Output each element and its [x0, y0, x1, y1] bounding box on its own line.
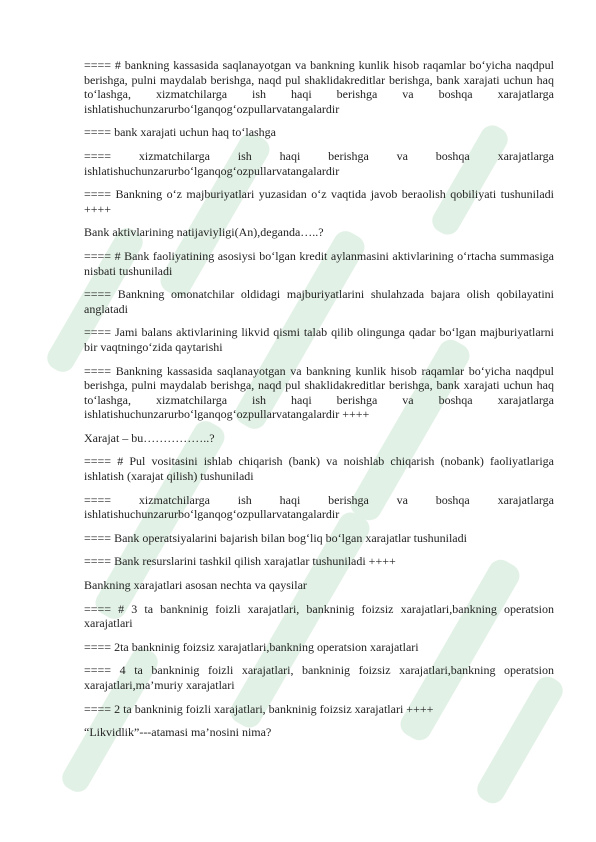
- answer-option: ==== # Pul vositasini ishlab chiqarish (bank) va noishlab chiqarish (nobank) faoliyatlariga ishlatish (xarajat qilish) tushuniladi: [84, 454, 554, 484]
- answer-option: ==== Jami balans aktivlarining likvid qismi talab qilib olingunga qadar bo‘lgan majburiyatlarni bir vaqtningo‘zida qaytarishi: [84, 325, 554, 354]
- answer-option: ==== xizmatchilarga ish haqi berishga va boshqa xarajatlarga ishlatishuchunzarurbo‘lganqog‘ozpullarvatangalardir: [84, 492, 554, 522]
- answer-option: ==== # Bank faoliyatining asosiysi bo‘lgan kredit aylanmasini aktivlarining o‘rtacha summasiga nisbati tushuniladi: [84, 248, 554, 278]
- answer-option: ==== 2ta bankninig foizsiz xarajatlari,bankning operatsion xarajatlari: [84, 639, 419, 654]
- answer-option: ==== # bankning kassasida saqlanayotgan va bankning kunlik hisob raqamlar bo‘yicha naqdpul berishga, pulni maydalab berishga, naqd pul shaklidakreditlar berishga, bank xarajati uchun haq to‘lashga, xizmatchilarga ish haqi berishga va boshqa xarajatlarga ishlatishuchunzarurbo‘lganqog‘ozpullarvatangalardir: [84, 58, 554, 116]
- answer-option: ==== Bankning kassasida saqlanayotgan va bankning kunlik hisob raqamlar bo‘yicha naqdpul berishga, pulni maydalab berishga, naqd pul shaklidakreditlar berishga, bank xarajati uchun haq to‘lashga, xizmatchilarga ish haqi berishga va boshqa xarajatlarga ishlatishuchunzarurbo‘lganqog‘ozpullarvatangalardir ++++: [84, 363, 554, 422]
- question-text: Bank aktivlarining natijaviyligi(An),deganda…..?: [84, 225, 324, 240]
- answer-option: ==== Bankning omonatchilar oldidagi majburiyatlarini shulahzada bajara olish qobilayatini anglatadi: [84, 287, 554, 316]
- question-text: “Likvidlik”---atamasi ma’nosini nima?: [84, 725, 272, 740]
- answer-option: ==== Bank operatsiyalarini bajarish bilan bog‘liq bo‘lgan xarajatlar tushuniladi: [84, 530, 467, 545]
- answer-option: ==== bank xarajati uchun haq to‘lashga: [84, 125, 277, 140]
- answer-option: ==== # 3 ta bankninig foizli xarajatlari, bankninig foizsiz xarajatlari,bankning operatsion xarajatlari: [84, 601, 554, 631]
- answer-option: ==== xizmatchilarga ish haqi berishga va boshqa xarajatlarga ishlatishuchunzarurbo‘lganqog‘ozpullarvatangalardir: [84, 148, 554, 178]
- answer-option: ==== Bank resurslarini tashkil qilish xarajatlar tushuniladi ++++: [84, 554, 396, 569]
- answer-option: ==== 4 ta bankninig foizli xarajatlari, bankninig foizsiz xarajatlari,bankning operatsion xarajatlari,ma’muriy xarajatlari: [84, 663, 554, 692]
- question-text: Xarajat – bu……………..?: [84, 430, 215, 445]
- answer-option: ==== 2 ta bankninig foizli xarajatlari, bankninig foizsiz xarajatlari ++++: [84, 701, 434, 716]
- answer-option: ==== Bankning o‘z majburiyatlari yuzasidan o‘z vaqtida javob beraolish qobiliyati tushuniladi ++++: [84, 187, 554, 216]
- question-text: Bankning xarajatlari asosan nechta va qaysilar: [84, 578, 307, 593]
- document-body: [84, 58, 554, 749]
